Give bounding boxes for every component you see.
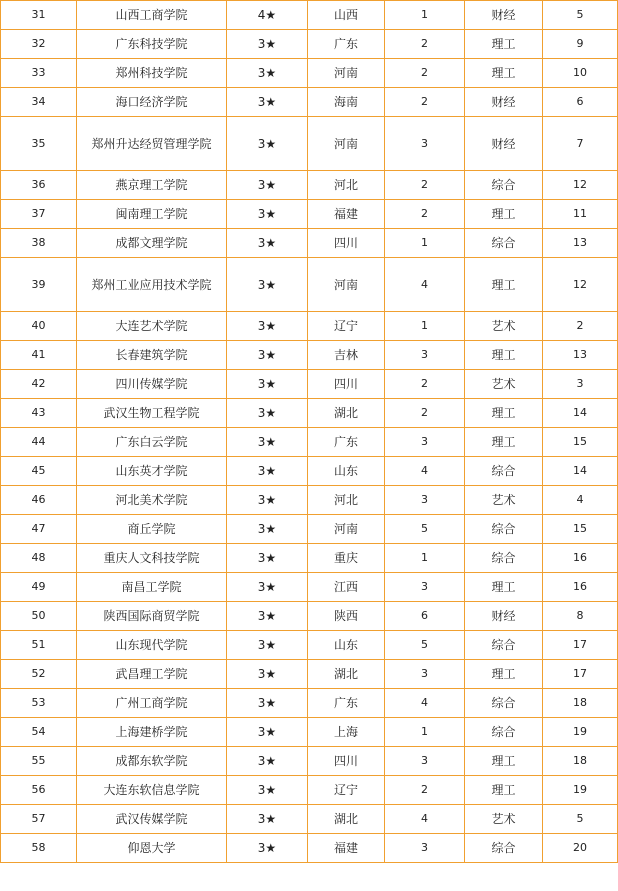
table-row — [1, 515, 618, 544]
school-name-cell: 成都东软学院 — [77, 747, 227, 776]
table-row — [1, 631, 618, 660]
school-name-cell: 海口经济学院 — [77, 88, 227, 117]
count-cell: 2 — [385, 30, 465, 59]
school-type-cell: 艺术 — [465, 312, 543, 341]
province-cell: 山东 — [308, 457, 385, 486]
rank-cell: 33 — [1, 59, 77, 88]
province-cell: 河北 — [308, 486, 385, 515]
rank-cell: 38 — [1, 229, 77, 258]
school-type-cell: 理工 — [465, 399, 543, 428]
category-rank-cell: 16 — [543, 573, 618, 602]
table-row — [1, 117, 618, 171]
school-type-cell: 理工 — [465, 341, 543, 370]
count-cell: 4 — [385, 689, 465, 718]
count-cell: 3 — [385, 660, 465, 689]
rank-cell: 48 — [1, 544, 77, 573]
rank-cell: 31 — [1, 1, 77, 30]
table-row — [1, 59, 618, 88]
count-cell: 3 — [385, 341, 465, 370]
rank-cell: 43 — [1, 399, 77, 428]
rank-cell: 32 — [1, 30, 77, 59]
school-type-cell: 综合 — [465, 544, 543, 573]
star-rating-cell: 3★ — [227, 515, 308, 544]
category-rank-cell: 16 — [543, 544, 618, 573]
count-cell: 2 — [385, 59, 465, 88]
count-cell: 2 — [385, 776, 465, 805]
star-rating-cell: 3★ — [227, 428, 308, 457]
count-cell: 3 — [385, 117, 465, 171]
school-type-cell: 理工 — [465, 59, 543, 88]
star-rating-cell: 3★ — [227, 544, 308, 573]
star-rating-cell: 3★ — [227, 312, 308, 341]
province-cell: 河南 — [308, 515, 385, 544]
category-rank-cell: 3 — [543, 370, 618, 399]
province-cell: 河南 — [308, 117, 385, 171]
school-type-cell: 艺术 — [465, 370, 543, 399]
table-row — [1, 341, 618, 370]
province-cell: 山西 — [308, 1, 385, 30]
school-name-cell: 重庆人文科技学院 — [77, 544, 227, 573]
star-rating-cell: 3★ — [227, 341, 308, 370]
count-cell: 3 — [385, 428, 465, 457]
table-row — [1, 428, 618, 457]
school-name-cell: 上海建桥学院 — [77, 718, 227, 747]
rank-cell: 47 — [1, 515, 77, 544]
category-rank-cell: 9 — [543, 30, 618, 59]
school-name-cell: 山东英才学院 — [77, 457, 227, 486]
star-rating-cell: 3★ — [227, 805, 308, 834]
school-name-cell: 大连东软信息学院 — [77, 776, 227, 805]
category-rank-cell: 11 — [543, 200, 618, 229]
star-rating-cell: 3★ — [227, 117, 308, 171]
school-type-cell: 综合 — [465, 631, 543, 660]
school-name-cell: 闽南理工学院 — [77, 200, 227, 229]
category-rank-cell: 17 — [543, 660, 618, 689]
rank-cell: 53 — [1, 689, 77, 718]
rank-cell: 36 — [1, 171, 77, 200]
category-rank-cell: 12 — [543, 171, 618, 200]
category-rank-cell: 14 — [543, 399, 618, 428]
school-type-cell: 财经 — [465, 1, 543, 30]
rank-cell: 51 — [1, 631, 77, 660]
table-row — [1, 171, 618, 200]
province-cell: 山东 — [308, 631, 385, 660]
school-name-cell: 武汉传媒学院 — [77, 805, 227, 834]
province-cell: 海南 — [308, 88, 385, 117]
count-cell: 3 — [385, 486, 465, 515]
category-rank-cell: 19 — [543, 776, 618, 805]
count-cell: 2 — [385, 88, 465, 117]
school-name-cell: 郑州工业应用技术学院 — [77, 258, 227, 312]
school-name-cell: 山西工商学院 — [77, 1, 227, 30]
table-row — [1, 258, 618, 312]
table-row — [1, 457, 618, 486]
category-rank-cell: 15 — [543, 428, 618, 457]
count-cell: 4 — [385, 457, 465, 486]
category-rank-cell: 18 — [543, 747, 618, 776]
province-cell: 湖北 — [308, 660, 385, 689]
category-rank-cell: 17 — [543, 631, 618, 660]
rank-cell: 40 — [1, 312, 77, 341]
province-cell: 陕西 — [308, 602, 385, 631]
school-type-cell: 理工 — [465, 200, 543, 229]
school-name-cell: 仰恩大学 — [77, 834, 227, 863]
count-cell: 2 — [385, 200, 465, 229]
province-cell: 辽宁 — [308, 776, 385, 805]
province-cell: 重庆 — [308, 544, 385, 573]
table-row — [1, 312, 618, 341]
province-cell: 辽宁 — [308, 312, 385, 341]
table-row — [1, 486, 618, 515]
table-row — [1, 1, 618, 30]
table-row — [1, 370, 618, 399]
school-type-cell: 理工 — [465, 258, 543, 312]
count-cell: 1 — [385, 229, 465, 258]
school-name-cell: 燕京理工学院 — [77, 171, 227, 200]
count-cell: 5 — [385, 631, 465, 660]
table-row — [1, 660, 618, 689]
rank-cell: 35 — [1, 117, 77, 171]
school-type-cell: 艺术 — [465, 805, 543, 834]
category-rank-cell: 2 — [543, 312, 618, 341]
rank-cell: 50 — [1, 602, 77, 631]
province-cell: 四川 — [308, 370, 385, 399]
school-type-cell: 综合 — [465, 834, 543, 863]
category-rank-cell: 8 — [543, 602, 618, 631]
count-cell: 4 — [385, 258, 465, 312]
star-rating-cell: 3★ — [227, 229, 308, 258]
school-name-cell: 长春建筑学院 — [77, 341, 227, 370]
table-row — [1, 834, 618, 863]
category-rank-cell: 18 — [543, 689, 618, 718]
star-rating-cell: 3★ — [227, 602, 308, 631]
province-cell: 广东 — [308, 689, 385, 718]
category-rank-cell: 5 — [543, 805, 618, 834]
count-cell: 2 — [385, 399, 465, 428]
table-row — [1, 544, 618, 573]
category-rank-cell: 10 — [543, 59, 618, 88]
star-rating-cell: 3★ — [227, 88, 308, 117]
star-rating-cell: 3★ — [227, 631, 308, 660]
star-rating-cell: 3★ — [227, 834, 308, 863]
school-type-cell: 理工 — [465, 573, 543, 602]
rank-cell: 56 — [1, 776, 77, 805]
school-name-cell: 武汉生物工程学院 — [77, 399, 227, 428]
star-rating-cell: 3★ — [227, 30, 308, 59]
count-cell: 3 — [385, 747, 465, 776]
category-rank-cell: 4 — [543, 486, 618, 515]
star-rating-cell: 3★ — [227, 59, 308, 88]
school-name-cell: 广东科技学院 — [77, 30, 227, 59]
count-cell: 3 — [385, 834, 465, 863]
province-cell: 广东 — [308, 428, 385, 457]
rank-cell: 44 — [1, 428, 77, 457]
rank-cell: 58 — [1, 834, 77, 863]
province-cell: 江西 — [308, 573, 385, 602]
table-row — [1, 573, 618, 602]
count-cell: 2 — [385, 370, 465, 399]
table-row — [1, 399, 618, 428]
school-type-cell: 理工 — [465, 428, 543, 457]
count-cell: 1 — [385, 312, 465, 341]
province-cell: 吉林 — [308, 341, 385, 370]
province-cell: 上海 — [308, 718, 385, 747]
school-type-cell: 理工 — [465, 30, 543, 59]
star-rating-cell: 3★ — [227, 171, 308, 200]
school-type-cell: 艺术 — [465, 486, 543, 515]
star-rating-cell: 3★ — [227, 573, 308, 602]
rank-cell: 54 — [1, 718, 77, 747]
ranking-table-body — [1, 1, 618, 863]
table-row — [1, 805, 618, 834]
star-rating-cell: 3★ — [227, 776, 308, 805]
table-row — [1, 200, 618, 229]
province-cell: 河北 — [308, 171, 385, 200]
province-cell: 福建 — [308, 834, 385, 863]
count-cell: 2 — [385, 171, 465, 200]
school-name-cell: 商丘学院 — [77, 515, 227, 544]
category-rank-cell: 13 — [543, 341, 618, 370]
school-name-cell: 郑州科技学院 — [77, 59, 227, 88]
table-row — [1, 689, 618, 718]
province-cell: 湖北 — [308, 805, 385, 834]
star-rating-cell: 3★ — [227, 258, 308, 312]
province-cell: 广东 — [308, 30, 385, 59]
rank-cell: 41 — [1, 341, 77, 370]
category-rank-cell: 12 — [543, 258, 618, 312]
count-cell: 4 — [385, 805, 465, 834]
table-row — [1, 776, 618, 805]
province-cell: 河南 — [308, 258, 385, 312]
rank-cell: 57 — [1, 805, 77, 834]
school-name-cell: 山东现代学院 — [77, 631, 227, 660]
rank-cell: 42 — [1, 370, 77, 399]
province-cell: 四川 — [308, 229, 385, 258]
category-rank-cell: 14 — [543, 457, 618, 486]
table-row — [1, 88, 618, 117]
category-rank-cell: 19 — [543, 718, 618, 747]
count-cell: 1 — [385, 544, 465, 573]
school-type-cell: 综合 — [465, 171, 543, 200]
school-name-cell: 郑州升达经贸管理学院 — [77, 117, 227, 171]
rank-cell: 37 — [1, 200, 77, 229]
star-rating-cell: 3★ — [227, 689, 308, 718]
school-name-cell: 陕西国际商贸学院 — [77, 602, 227, 631]
province-cell: 四川 — [308, 747, 385, 776]
star-rating-cell: 4★ — [227, 1, 308, 30]
category-rank-cell: 5 — [543, 1, 618, 30]
category-rank-cell: 20 — [543, 834, 618, 863]
count-cell: 1 — [385, 1, 465, 30]
school-type-cell: 综合 — [465, 457, 543, 486]
star-rating-cell: 3★ — [227, 747, 308, 776]
rank-cell: 34 — [1, 88, 77, 117]
star-rating-cell: 3★ — [227, 718, 308, 747]
school-name-cell: 广东白云学院 — [77, 428, 227, 457]
category-rank-cell: 6 — [543, 88, 618, 117]
school-type-cell: 财经 — [465, 602, 543, 631]
school-name-cell: 大连艺术学院 — [77, 312, 227, 341]
rank-cell: 52 — [1, 660, 77, 689]
count-cell: 5 — [385, 515, 465, 544]
rank-cell: 45 — [1, 457, 77, 486]
star-rating-cell: 3★ — [227, 200, 308, 229]
count-cell: 6 — [385, 602, 465, 631]
category-rank-cell: 7 — [543, 117, 618, 171]
star-rating-cell: 3★ — [227, 486, 308, 515]
table-row — [1, 747, 618, 776]
table-row — [1, 718, 618, 747]
table-row — [1, 602, 618, 631]
province-cell: 湖北 — [308, 399, 385, 428]
rank-cell: 55 — [1, 747, 77, 776]
school-type-cell: 理工 — [465, 776, 543, 805]
count-cell: 3 — [385, 573, 465, 602]
rank-cell: 49 — [1, 573, 77, 602]
school-type-cell: 综合 — [465, 718, 543, 747]
school-name-cell: 南昌工学院 — [77, 573, 227, 602]
school-type-cell: 理工 — [465, 660, 543, 689]
star-rating-cell: 3★ — [227, 457, 308, 486]
school-type-cell: 综合 — [465, 515, 543, 544]
star-rating-cell: 3★ — [227, 399, 308, 428]
school-type-cell: 综合 — [465, 689, 543, 718]
school-type-cell: 理工 — [465, 747, 543, 776]
school-type-cell: 财经 — [465, 117, 543, 171]
star-rating-cell: 3★ — [227, 370, 308, 399]
count-cell: 1 — [385, 718, 465, 747]
school-type-cell: 综合 — [465, 229, 543, 258]
province-cell: 河南 — [308, 59, 385, 88]
school-name-cell: 河北美术学院 — [77, 486, 227, 515]
province-cell: 福建 — [308, 200, 385, 229]
school-name-cell: 成都文理学院 — [77, 229, 227, 258]
school-name-cell: 四川传媒学院 — [77, 370, 227, 399]
table-row — [1, 30, 618, 59]
table-row — [1, 229, 618, 258]
category-rank-cell: 13 — [543, 229, 618, 258]
school-name-cell: 广州工商学院 — [77, 689, 227, 718]
star-rating-cell: 3★ — [227, 660, 308, 689]
school-type-cell: 财经 — [465, 88, 543, 117]
school-name-cell: 武昌理工学院 — [77, 660, 227, 689]
rank-cell: 46 — [1, 486, 77, 515]
rank-cell: 39 — [1, 258, 77, 312]
category-rank-cell: 15 — [543, 515, 618, 544]
